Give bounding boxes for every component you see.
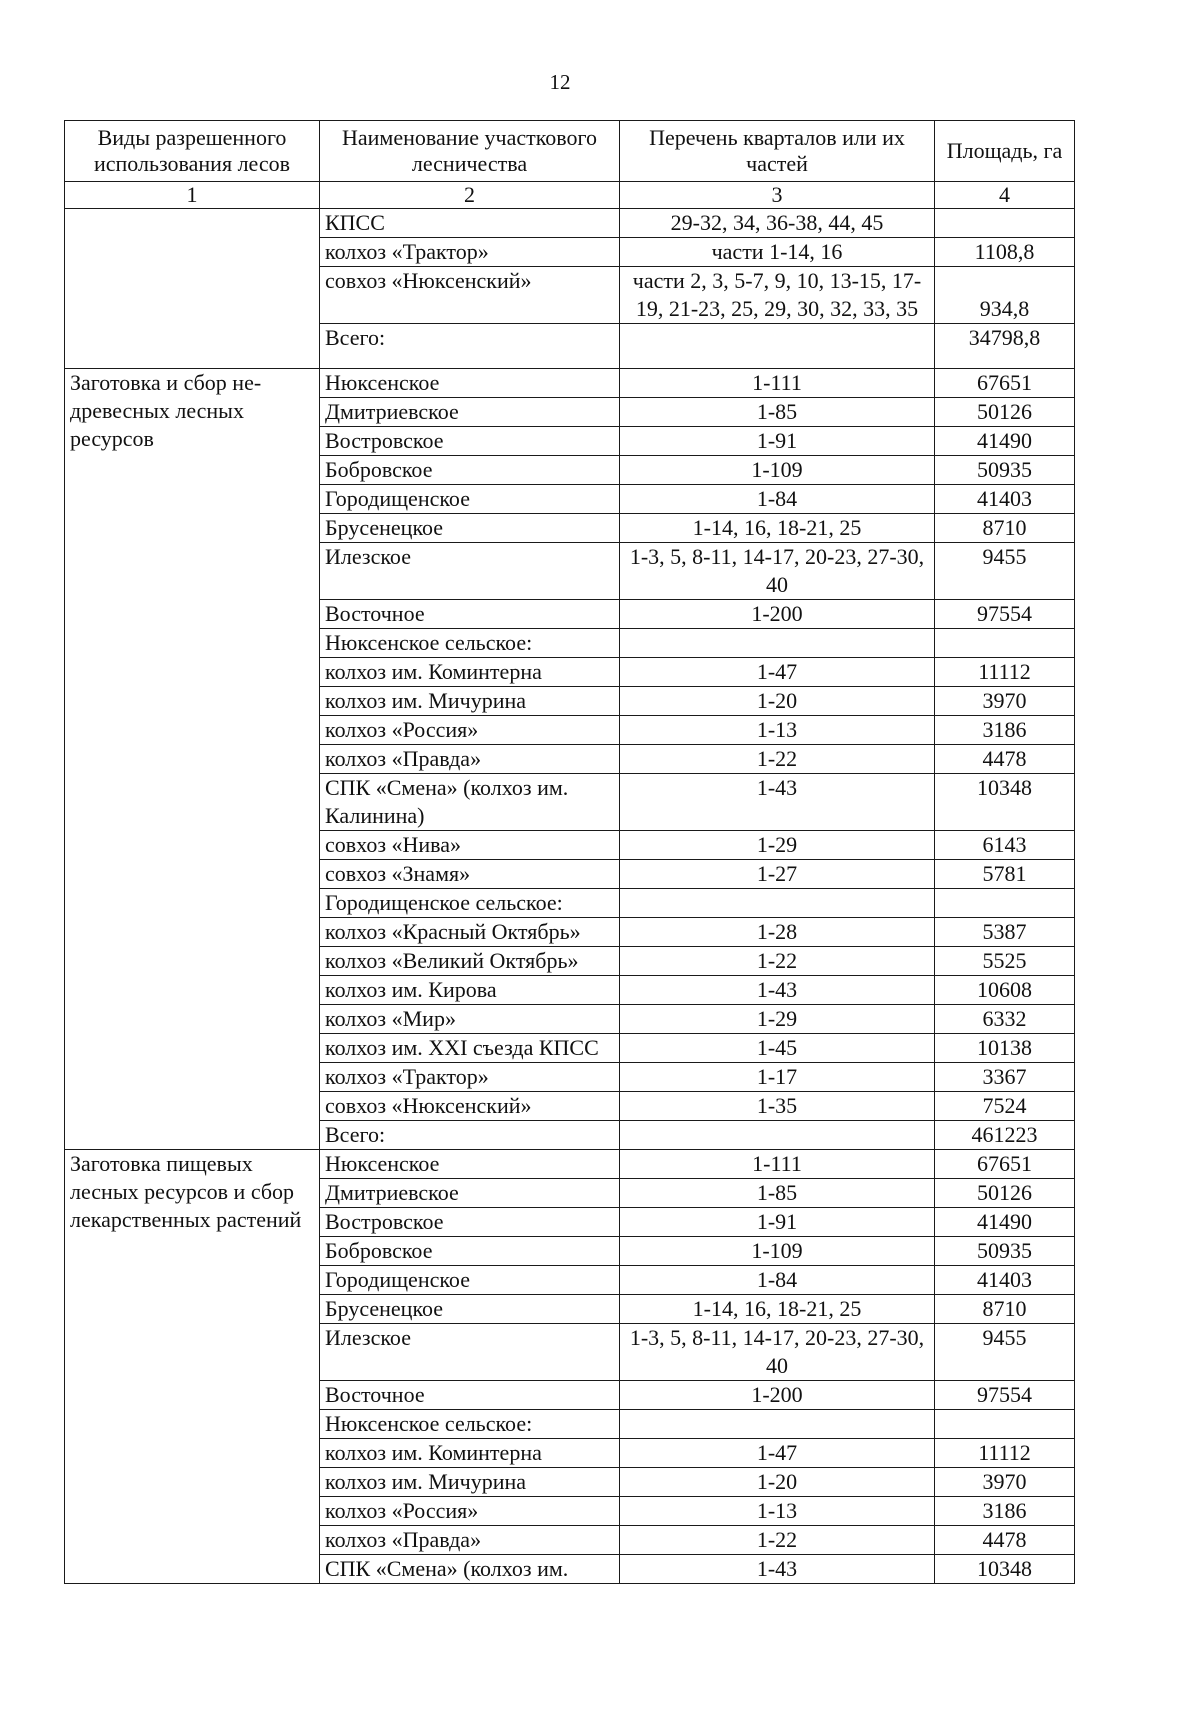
forestry-name-cell: колхоз им. Кирова: [320, 976, 620, 1005]
quarters-cell: 1-29: [620, 1005, 935, 1034]
forestry-name-cell: СПК «Смена» (колхоз им. Калинина): [320, 774, 620, 831]
quarters-cell: 1-20: [620, 687, 935, 716]
page-number: 12: [549, 70, 571, 94]
forestry-name-cell: КПСС: [320, 209, 620, 238]
forestry-name-cell: Восточное: [320, 1381, 620, 1410]
forestry-name-cell: совхоз «Нюксенский»: [320, 267, 620, 324]
quarters-cell: 1-3, 5, 8-11, 14-17, 20-23, 27-30, 40: [620, 1324, 935, 1381]
area-cell: 3970: [935, 687, 1075, 716]
forestry-name-cell: колхоз «Великий Октябрь»: [320, 947, 620, 976]
quarters-cell: 1-14, 16, 18-21, 25: [620, 1295, 935, 1324]
area-cell: 41490: [935, 427, 1075, 456]
header-number-2: 2: [320, 182, 620, 209]
forestry-name-cell: Всего:: [320, 1121, 620, 1150]
table-body: [65, 209, 1075, 1584]
forestry-name-cell: Востровское: [320, 427, 620, 456]
quarters-cell: 1-35: [620, 1092, 935, 1121]
area-cell: 41403: [935, 485, 1075, 514]
area-cell: 3186: [935, 716, 1075, 745]
header-row: [65, 121, 1075, 182]
quarters-cell: 1-43: [620, 1555, 935, 1584]
forestry-name-cell: Нюксенское сельское:: [320, 1410, 620, 1439]
forestry-name-cell: колхоз им. Коминтерна: [320, 1439, 620, 1468]
area-cell: 3970: [935, 1468, 1075, 1497]
forestry-name-cell: совхоз «Нюксенский»: [320, 1092, 620, 1121]
area-cell: 1108,8: [935, 238, 1075, 267]
forestry-name-cell: колхоз «Трактор»: [320, 238, 620, 267]
quarters-cell: части 2, 3, 5-7, 9, 10, 13-15, 17-19, 21-23, 25, 29, 30, 32, 33, 35: [620, 267, 935, 324]
area-cell: 10608: [935, 976, 1075, 1005]
quarters-cell: [620, 1121, 935, 1150]
area-cell: [935, 209, 1075, 238]
quarters-cell: 1-13: [620, 716, 935, 745]
quarters-cell: 1-200: [620, 600, 935, 629]
quarters-cell: 1-13: [620, 1497, 935, 1526]
forestry-name-cell: СПК «Смена» (колхоз им.: [320, 1555, 620, 1584]
forestry-name-cell: Илезское: [320, 543, 620, 600]
forestry-name-cell: Восточное: [320, 600, 620, 629]
area-cell: 3186: [935, 1497, 1075, 1526]
forestry-name-cell: колхоз «Правда»: [320, 745, 620, 774]
area-cell: 7524: [935, 1092, 1075, 1121]
forestry-name-cell: колхоз «Россия»: [320, 716, 620, 745]
area-cell: 97554: [935, 600, 1075, 629]
forestry-name-cell: Всего:: [320, 324, 620, 369]
quarters-cell: 1-85: [620, 398, 935, 427]
area-cell: 9455: [935, 1324, 1075, 1381]
table-row: [65, 1150, 1075, 1179]
forestry-name-cell: Бобровское: [320, 456, 620, 485]
quarters-cell: 1-111: [620, 1150, 935, 1179]
header-number-3: 3: [620, 182, 935, 209]
quarters-cell: 1-27: [620, 860, 935, 889]
quarters-cell: 1-22: [620, 947, 935, 976]
forestry-name-cell: Дмитриевское: [320, 398, 620, 427]
area-cell: 8710: [935, 514, 1075, 543]
quarters-cell: 1-91: [620, 427, 935, 456]
area-cell: 5387: [935, 918, 1075, 947]
quarters-cell: 1-200: [620, 1381, 935, 1410]
area-cell: 3367: [935, 1063, 1075, 1092]
forestry-name-cell: колхоз им. Мичурина: [320, 687, 620, 716]
area-cell: 50935: [935, 456, 1075, 485]
forestry-name-cell: совхоз «Знамя»: [320, 860, 620, 889]
use-type-cell: [65, 209, 320, 369]
quarters-cell: 1-85: [620, 1179, 935, 1208]
area-cell: 6143: [935, 831, 1075, 860]
forestry-name-cell: Городищенское сельское:: [320, 889, 620, 918]
area-cell: 4478: [935, 1526, 1075, 1555]
area-cell: [935, 629, 1075, 658]
quarters-cell: 1-28: [620, 918, 935, 947]
forestry-name-cell: Нюксенское: [320, 1150, 620, 1179]
header-number-1: 1: [65, 182, 320, 209]
forestry-name-cell: колхоз «Красный Октябрь»: [320, 918, 620, 947]
quarters-cell: [620, 889, 935, 918]
area-cell: 10348: [935, 774, 1075, 831]
use-type-cell: Заготовка и сбор не-древесных лесных ресурсов: [65, 369, 320, 1150]
forestry-name-cell: Нюксенское: [320, 369, 620, 398]
forestry-name-cell: Востровское: [320, 1208, 620, 1237]
area-cell: 8710: [935, 1295, 1075, 1324]
land-use-table: [64, 120, 1075, 1584]
forestry-name-cell: Городищенское: [320, 485, 620, 514]
area-cell: 50126: [935, 398, 1075, 427]
forestry-name-cell: Нюксенское сельское:: [320, 629, 620, 658]
forestry-name-cell: колхоз им. XXI съезда КПСС: [320, 1034, 620, 1063]
quarters-cell: 1-14, 16, 18-21, 25: [620, 514, 935, 543]
quarters-cell: 1-43: [620, 774, 935, 831]
quarters-cell: [620, 1410, 935, 1439]
forestry-name-cell: Городищенское: [320, 1266, 620, 1295]
area-cell: 67651: [935, 369, 1075, 398]
use-type-cell: Заготовка пищевых лесных ресурсов и сбор лекарственных растений: [65, 1150, 320, 1584]
quarters-cell: части 1-14, 16: [620, 238, 935, 267]
quarters-cell: 1-109: [620, 456, 935, 485]
quarters-cell: 1-20: [620, 1468, 935, 1497]
forestry-name-cell: Дмитриевское: [320, 1179, 620, 1208]
quarters-cell: [620, 629, 935, 658]
area-cell: 9455: [935, 543, 1075, 600]
area-cell: [935, 889, 1075, 918]
forestry-name-cell: колхоз им. Коминтерна: [320, 658, 620, 687]
area-cell: 11112: [935, 658, 1075, 687]
area-cell: 41490: [935, 1208, 1075, 1237]
area-cell: 6332: [935, 1005, 1075, 1034]
forestry-name-cell: Брусенецкое: [320, 514, 620, 543]
forestry-name-cell: колхоз «Трактор»: [320, 1063, 620, 1092]
quarters-cell: 1-109: [620, 1237, 935, 1266]
header-number-4: 4: [935, 182, 1075, 209]
table-row: [65, 209, 1075, 238]
forestry-name-cell: Брусенецкое: [320, 1295, 620, 1324]
quarters-cell: 1-29: [620, 831, 935, 860]
area-cell: 4478: [935, 745, 1075, 774]
quarters-cell: 1-45: [620, 1034, 935, 1063]
area-cell: 67651: [935, 1150, 1075, 1179]
area-cell: 11112: [935, 1439, 1075, 1468]
quarters-cell: 1-22: [620, 1526, 935, 1555]
header-use-type: Виды разрешенного использования лесов: [65, 121, 320, 182]
quarters-cell: [620, 324, 935, 369]
table-row: [65, 369, 1075, 398]
area-cell: 10138: [935, 1034, 1075, 1063]
quarters-cell: 1-3, 5, 8-11, 14-17, 20-23, 27-30, 40: [620, 543, 935, 600]
header-area: Площадь, га: [935, 121, 1075, 182]
header-quarters: Перечень кварталов или их частей: [620, 121, 935, 182]
forestry-name-cell: Бобровское: [320, 1237, 620, 1266]
area-cell: 5781: [935, 860, 1075, 889]
area-cell: 34798,8: [935, 324, 1075, 369]
area-cell: 461223: [935, 1121, 1075, 1150]
forestry-name-cell: совхоз «Нива»: [320, 831, 620, 860]
area-cell: 41403: [935, 1266, 1075, 1295]
forestry-name-cell: колхоз «Мир»: [320, 1005, 620, 1034]
quarters-cell: 1-22: [620, 745, 935, 774]
area-cell: 50935: [935, 1237, 1075, 1266]
quarters-cell: 1-111: [620, 369, 935, 398]
header-forestry-name: Наименование участкового лесничества: [320, 121, 620, 182]
area-cell: [935, 1410, 1075, 1439]
forestry-name-cell: колхоз им. Мичурина: [320, 1468, 620, 1497]
area-cell: 5525: [935, 947, 1075, 976]
quarters-cell: 1-47: [620, 1439, 935, 1468]
area-cell: 97554: [935, 1381, 1075, 1410]
quarters-cell: 1-43: [620, 976, 935, 1005]
area-cell: 50126: [935, 1179, 1075, 1208]
forestry-name-cell: колхоз «Правда»: [320, 1526, 620, 1555]
area-cell: 934,8: [935, 267, 1075, 324]
quarters-cell: 1-47: [620, 658, 935, 687]
quarters-cell: 1-84: [620, 485, 935, 514]
header-number-row: [65, 182, 1075, 209]
quarters-cell: 1-84: [620, 1266, 935, 1295]
area-cell: 10348: [935, 1555, 1075, 1584]
quarters-cell: 29-32, 34, 36-38, 44, 45: [620, 209, 935, 238]
forestry-name-cell: колхоз «Россия»: [320, 1497, 620, 1526]
quarters-cell: 1-17: [620, 1063, 935, 1092]
quarters-cell: 1-91: [620, 1208, 935, 1237]
forestry-name-cell: Илезское: [320, 1324, 620, 1381]
